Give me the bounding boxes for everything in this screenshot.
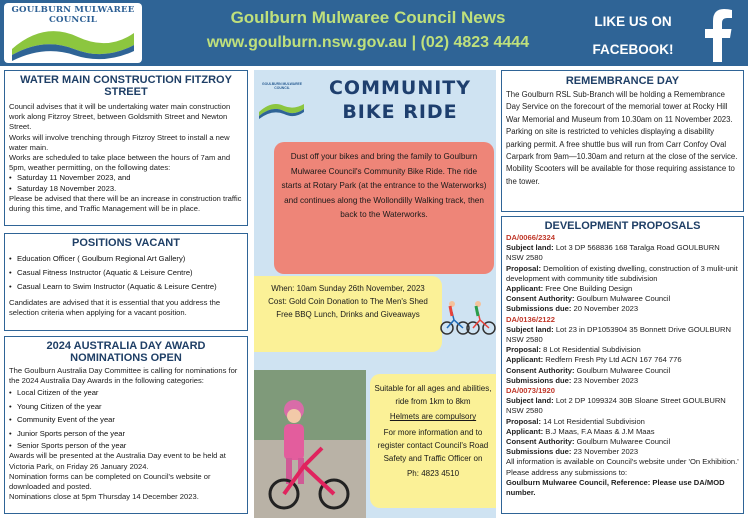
australia-day-title-2: NOMINATIONS OPEN [70, 352, 182, 364]
proposal-applicant [506, 355, 739, 365]
positions-panel [4, 233, 248, 331]
water-main-dates [9, 173, 243, 193]
authority-value: Goulburn Mulwaree Council [576, 437, 671, 447]
facebook-icon[interactable] [692, 6, 744, 62]
proposal-label: Proposal: [506, 345, 542, 355]
child-bike-icon [254, 370, 366, 518]
council-logo[interactable] [4, 3, 142, 63]
water-main-panel [4, 70, 248, 226]
water-main-para3: Works are scheduled to take place between the hours of 7am and 5pm, weather permitting, on the following dates: [9, 153, 231, 173]
proposal-authority [506, 437, 739, 447]
positions-list [9, 252, 243, 294]
position-item[interactable]: • Casual Fitness Instructor (Aquatic & Leisure Centre) [9, 266, 243, 280]
date-item: • Saturday 11 November 2023, and [9, 173, 243, 183]
development-title: DEVELOPMENT PROPOSALS [544, 220, 701, 232]
child-on-bike-photo [254, 370, 366, 518]
logo-text: GOULBURN MULWAREE COUNCIL [11, 5, 135, 25]
flyer-logo-text: GOULBURN MULWAREE COUNCIL [261, 82, 303, 90]
proposal-desc [506, 345, 739, 355]
proposal-desc [506, 417, 739, 427]
proposal-authority [506, 294, 739, 304]
proposal-due [506, 376, 739, 386]
bike-ride-suitable: Suitable for all ages and abilities, ride from 1km to 8km [374, 384, 492, 407]
proposal-label: Proposal: [506, 263, 542, 273]
proposal-id[interactable]: DA/0136/2122 [506, 314, 555, 324]
proposal-block [506, 386, 739, 457]
development-reference: Goulburn Mulwaree Council, Reference: Please use DA/MOD number. [506, 477, 725, 498]
bike-ride-details [254, 276, 442, 352]
bike-ride-description: Dust off your bikes and bring the family to Goulburn Mulwaree Council's Community Bike Ride. The ride starts at Rotary Park (at the entrance to the Waterworks) and continues along the Wollondilly Walking track, then back to the Waterworks. [274, 142, 494, 274]
due-label: Submissions due: [506, 447, 572, 457]
australia-day-para3: Nominations close at 5pm Thursday 14 December 2023. [9, 492, 199, 502]
bike-ride-info-text: For more information and to register contact Council's Road Safety and Traffic Officer on [377, 427, 489, 464]
due-value: 23 November 2023 [573, 447, 639, 457]
due-value: 20 November 2023 [573, 304, 639, 314]
development-panel [501, 216, 744, 514]
due-value: 23 November 2023 [573, 375, 639, 385]
proposal-label: Proposal: [506, 416, 542, 426]
australia-day-para1: Awards will be presented at the Australia Day event to be held at Victoria Park, on Friday 26 January 2024. [9, 451, 226, 471]
proposal-land [506, 325, 739, 345]
land-label: Subject land: [506, 396, 554, 406]
category-item: • Young Citizen of the year [9, 400, 243, 414]
proposal-value: 14 Lot Residential Subdivision [543, 416, 645, 426]
applicant-value: B.J Maas, F.A Maas & J.M Maas [545, 426, 655, 436]
land-value: Lot 2 DP 1099324 30B Sloane Street GOULBURN NSW 2580 [506, 396, 726, 416]
australia-day-para2: Nomination forms can be completed on Council's website or downloaded and posted. [9, 471, 211, 492]
header-bar [0, 0, 748, 66]
category-item: • Junior Sports person of the year [9, 427, 243, 441]
authority-label: Consent Authority: [506, 437, 575, 447]
water-main-title: WATER MAIN CONSTRUCTION FITZROY STREET [20, 74, 232, 98]
newsletter-title: Goulburn Mulwaree Council News [230, 8, 506, 27]
applicant-value: Redfern Fresh Pty Ltd ACN 167 764 776 [545, 355, 682, 365]
land-value: Lot 23 in DP1053904 35 Bonnett Drive GOULBURN NSW 2580 [506, 324, 731, 345]
water-main-para2: Works will involve trenching through Fitzroy Street to install a new water main. [9, 132, 230, 152]
australia-day-intro: The Goulburn Australia Day Committee is calling for nominations for the 2024 Australia Day Awards in the following categories: [9, 366, 238, 386]
logo-hills-icon [4, 3, 142, 63]
proposal-due [506, 447, 739, 457]
bike-ride-title [306, 76, 494, 124]
authority-value: Goulburn Mulwaree Council [576, 294, 671, 304]
due-label: Submissions due: [506, 304, 572, 314]
category-item: • Community Event of the year [9, 413, 243, 427]
bike-ride-when: When: 10am Sunday 26th November, 2023 [271, 284, 425, 293]
award-categories [9, 386, 243, 451]
applicant-label: Applicant: [506, 284, 544, 294]
land-label: Subject land: [506, 324, 554, 334]
position-item[interactable]: • Casual Learn to Swim Instructor (Aquatic & Leisure Centre) [9, 280, 243, 294]
proposal-value: Demolition of existing dwelling, construction of 3 mulit-unit development with community title subdivision [506, 263, 738, 283]
category-item: • Local Citizen of the year [9, 386, 243, 400]
bike-ride-helmets: Helmets are compulsory [389, 412, 477, 422]
applicant-value: Free One Building Design [545, 284, 633, 294]
positions-title: POSITIONS VACANT [72, 237, 180, 249]
proposal-value: 8 Lot Residential Subdivision [543, 345, 641, 355]
position-item[interactable]: • Education Officer ( Goulburn Regional Art Gallery) [9, 252, 243, 266]
bike-ride-flyer [254, 70, 496, 518]
bike-ride-title-1: COMMUNITY [328, 77, 472, 99]
australia-day-panel [4, 336, 248, 514]
bike-ride-info [370, 374, 496, 508]
like-us-text[interactable] [588, 8, 678, 64]
due-label: Submissions due: [506, 375, 572, 385]
bike-ride-lunch: Free BBQ Lunch, Drinks and Giveaways [276, 310, 420, 319]
proposal-desc [506, 264, 739, 284]
proposal-applicant [506, 427, 739, 437]
like-line-2: FACEBOOK! [592, 42, 674, 57]
water-main-para4: Please be advised that there will be an increase in construction traffic during this time, and Traffic Management will be in place. [9, 193, 242, 214]
proposal-block [506, 315, 739, 386]
date-item: • Saturday 18 November 2023. [9, 184, 243, 194]
applicant-label: Applicant: [506, 355, 544, 365]
bike-ride-title-2: BIKE RIDE [342, 101, 458, 123]
bike-ride-cost: Cost: Gold Coin Donation to The Men's Shed [268, 297, 428, 306]
authority-label: Consent Authority: [506, 294, 575, 304]
remembrance-title: REMEMBRANCE DAY [565, 75, 680, 87]
development-footer: All information is available on Council's website under 'On Exhibition.' Please address any submissions to: [506, 457, 739, 477]
positions-note: Candidates are advised that it is essential that you address the selection criteria when applying for a vacant position. [9, 298, 221, 318]
applicant-label: Applicant: [506, 426, 544, 436]
proposal-id[interactable]: DA/0066/2324 [506, 233, 555, 242]
remembrance-text: The Goulburn RSL Sub-Branch will be holding a Remembrance Day Service on the forecourt of the memorial tower at Rocky Hill War Memorial and Museum from 10.30am on 11 November 2023. Parking on site is restricted to vehicles displaying a disability parking permit. A free shuttle bus will run from Carr Confoy Oval Carpark from 9am—10.30am and return at the close of the service. Mobility Scooters will be available for those requiring assistance to the tower. [506, 90, 738, 186]
like-line-1: LIKE US ON [594, 14, 672, 29]
proposal-due [506, 304, 739, 314]
proposal-land [506, 396, 739, 416]
cyclists-icon [440, 290, 496, 336]
bike-ride-phone[interactable]: Ph: 4823 4510 [406, 469, 460, 479]
water-main-para1: Council advises that it will be undertaking water main construction work along Fitzroy Street, between Goldsmith Street and Newton Street. [9, 102, 231, 132]
flyer-logo-icon [256, 90, 306, 120]
authority-label: Consent Authority: [506, 365, 575, 375]
authority-value: Goulburn Mulwaree Council [576, 365, 671, 375]
remembrance-panel [501, 70, 744, 212]
proposal-applicant [506, 284, 739, 294]
category-item: • Senior Sports person of the year [9, 440, 243, 451]
australia-day-title-1: 2024 AUSTRALIA DAY AWARD [46, 340, 206, 352]
proposal-id[interactable]: DA/0073/1920 [506, 386, 555, 396]
website-phone-line[interactable]: www.goulburn.nsw.gov.au | (02) 4823 4444 [206, 34, 530, 51]
proposal-land [506, 243, 739, 263]
land-value: Lot 3 DP 568836 168 Taralga Road GOULBURN NSW 2580 [506, 243, 720, 263]
proposal-authority [506, 366, 739, 376]
land-label: Subject land: [506, 243, 554, 253]
proposal-block [506, 233, 739, 315]
